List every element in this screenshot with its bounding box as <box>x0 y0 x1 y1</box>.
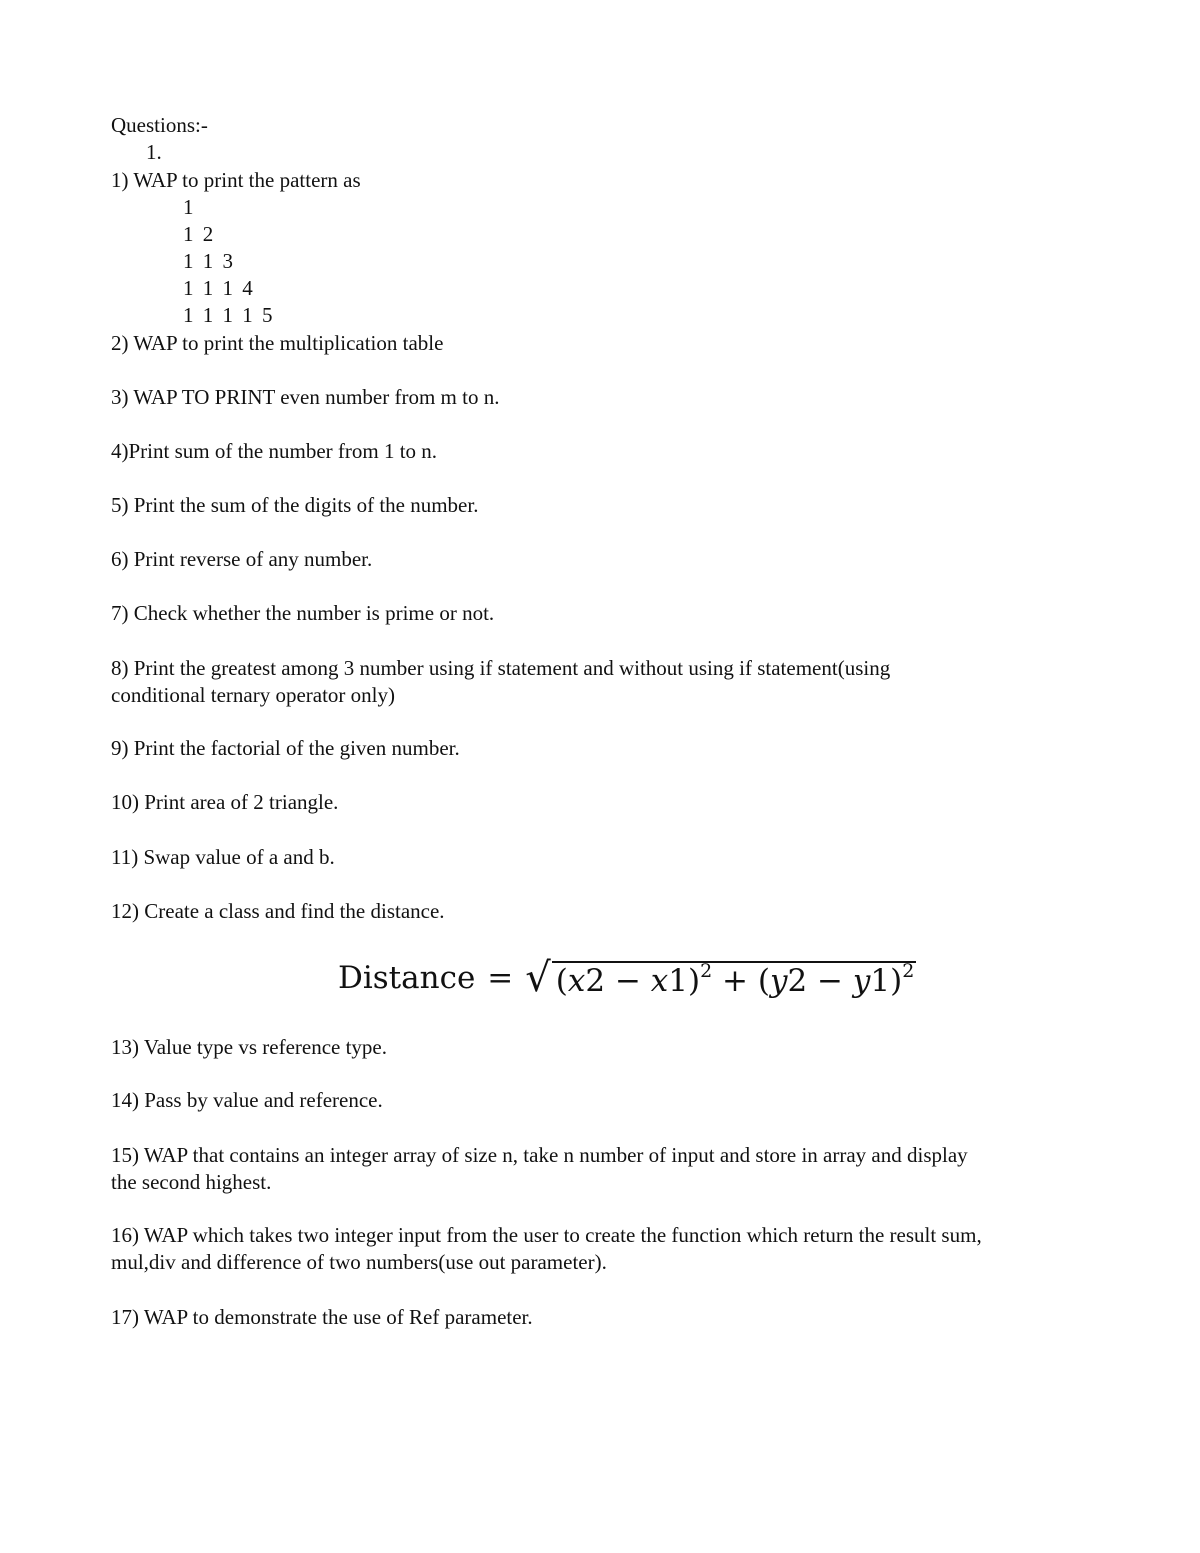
question-8-line-2: conditional ternary operator only) <box>111 683 395 707</box>
question-10: 10) Print area of 2 triangle. <box>111 790 339 814</box>
formula-radicand: $(x2 - x1)^2 + (y2 - y1)^2$ <box>552 961 917 999</box>
question-11: 11) Swap value of a and b. <box>111 845 335 869</box>
square-root-sign: √ <box>525 954 551 1001</box>
formula-expression <box>525 954 916 1001</box>
question-13: 13) Value type vs reference type. <box>111 1035 387 1059</box>
pattern-row-2: 1 2 <box>183 222 216 246</box>
question-15-line-1: 15) WAP that contains an integer array of size n, take n number of input and store in array and display <box>111 1143 968 1167</box>
distance-formula <box>338 953 916 1003</box>
question-14: 14) Pass by value and reference. <box>111 1088 383 1112</box>
question-12: 12) Create a class and find the distance. <box>111 899 445 923</box>
list-number: 1. <box>146 140 162 164</box>
question-15-line-2: the second highest. <box>111 1170 272 1194</box>
pattern-row-4: 1 1 1 4 <box>183 276 255 300</box>
question-5: 5) Print the sum of the digits of the number. <box>111 493 479 517</box>
page-heading: Questions:- <box>111 113 208 137</box>
pattern-row-1: 1 <box>183 195 196 219</box>
question-17: 17) WAP to demonstrate the use of Ref parameter. <box>111 1305 533 1329</box>
formula-equals: = <box>487 960 514 996</box>
question-16-line-1: 16) WAP which takes two integer input from the user to create the function which return the result sum, <box>111 1223 982 1247</box>
question-2: 2) WAP to print the multiplication table <box>111 331 444 355</box>
formula-word: Distance <box>338 960 476 996</box>
question-1: 1) WAP to print the pattern as <box>111 168 361 192</box>
question-7: 7) Check whether the number is prime or not. <box>111 601 495 625</box>
question-16-line-2: mul,div and difference of two numbers(use out parameter). <box>111 1250 607 1274</box>
question-6: 6) Print reverse of any number. <box>111 547 373 571</box>
question-8-line-1: 8) Print the greatest among 3 number using if statement and without using if statement(using <box>111 656 891 680</box>
question-4: 4)Print sum of the number from 1 to n. <box>111 439 438 463</box>
pattern-row-5: 1 1 1 1 5 <box>183 303 275 327</box>
question-9: 9) Print the factorial of the given number. <box>111 736 460 760</box>
question-3: 3) WAP TO PRINT even number from m to n. <box>111 385 500 409</box>
pattern-row-3: 1 1 3 <box>183 249 235 273</box>
